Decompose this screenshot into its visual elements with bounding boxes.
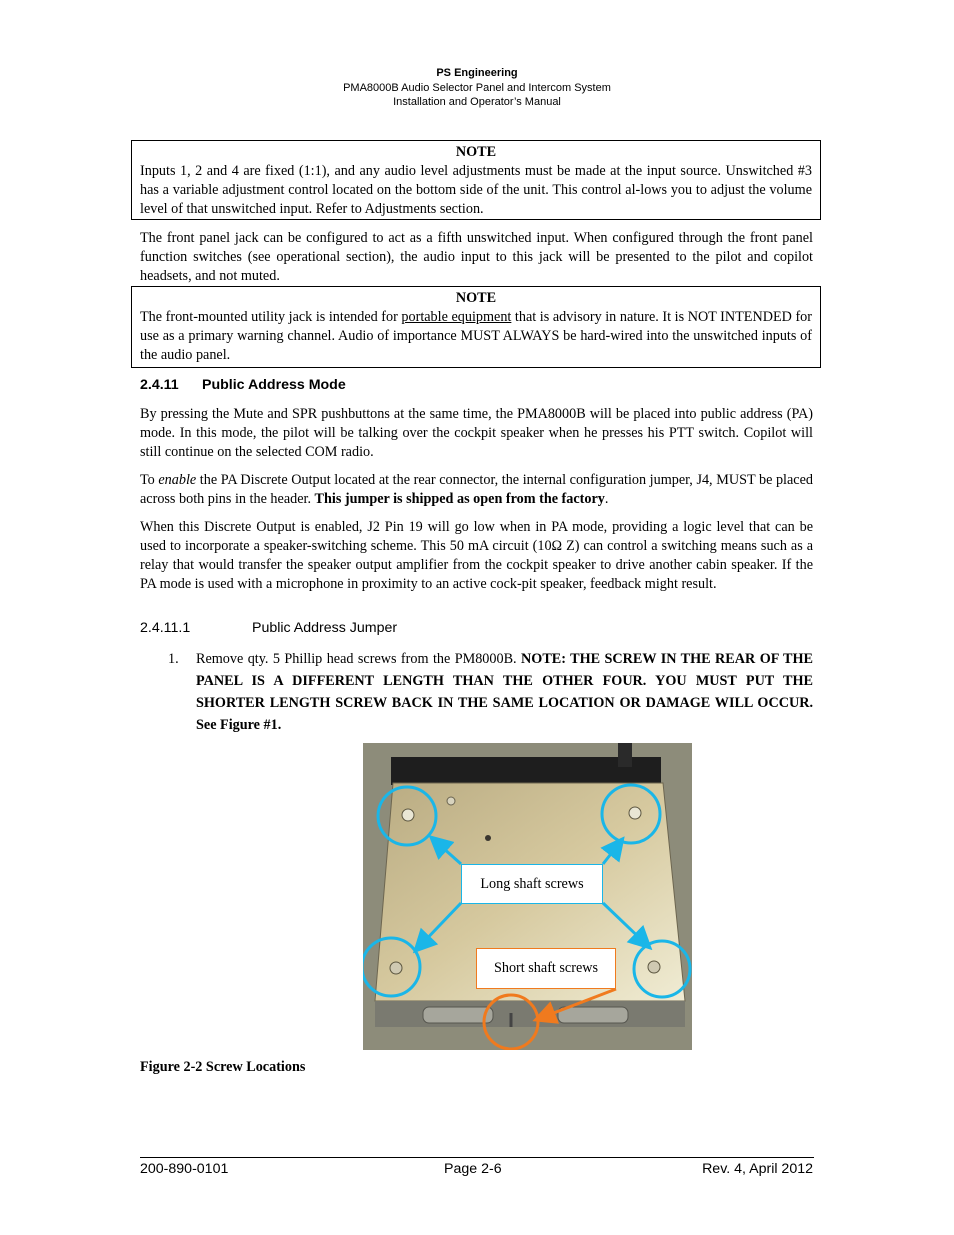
callout-short-shaft: Short shaft screws xyxy=(476,948,616,989)
paragraph-pa-mode: By pressing the Mute and SPR pushbuttons at the same time, the PMA8000B will be placed into public address (PA) mode. In this mode, the pilot will be talking over the cockpit speaker when he presses his PTT switch. Copilot will still continue on the selected COM radio. xyxy=(140,406,813,460)
paragraph-discrete-output: When this Discrete Output is enabled, J2 Pin 19 will go low when in PA mode, providing a logic level that can be used to incorporate a speaker-switching scheme. This 50 mA circuit (10Ω Z) can control a switching means such as a relay that would transfer the speaker output amplifier from the cockpit speaker to drive another cabin speaker. If the PA mode is used with a microphone in proximity to an active cock-pit speaker, feedback might result. xyxy=(140,519,813,592)
header-product: PMA8000B Audio Selector Panel and Intercom System xyxy=(343,82,611,94)
paragraph-pa-enable: To enable the PA Discrete Output located at the rear connector, the internal configuration jumper, J4, MUST be placed across both pins in the header. This jumper is shipped as open from the factory. xyxy=(140,472,813,507)
list-item: Remove qty. 5 Phillip head screws from the PM8000B. NOTE: THE SCREW IN THE REAR OF THE PANEL IS A DIFFERENT LENGTH THAN THE OTHER FOUR. YOU MUST PUT THE SHORTER LENGTH SCREW BACK IN THE SAME LOCATION OR DAMAGE WILL OCCUR. See Figure #1. xyxy=(196,651,813,733)
note-text: Inputs 1, 2 and 4 are fixed (1:1), and any audio level adjustments must be made at the input source. Unswitched #3 has a variable adjustment control located on the bottom side of the unit. This control al-lows you to adjust the volume level of that unswitched input. Refer to Adjustments section. xyxy=(140,163,812,217)
screw-locations-figure xyxy=(363,743,692,1050)
note-title: NOTE xyxy=(455,290,497,306)
list-number: 1. xyxy=(168,651,179,667)
footer-doc-number: 200-890-0101 xyxy=(140,1161,229,1177)
subsection-heading: 2.4.11.1 Public Address Jumper xyxy=(140,620,398,636)
footer-rule xyxy=(140,1157,814,1158)
note-box-utility-jack xyxy=(131,286,821,368)
figure-caption: Figure 2-2 Screw Locations xyxy=(140,1059,306,1075)
note-title: NOTE xyxy=(455,144,497,160)
header-company: PS Engineering xyxy=(436,67,518,79)
footer-page-number: Page 2-6 xyxy=(444,1161,502,1177)
header-manual: Installation and Operator’s Manual xyxy=(393,96,561,108)
note-box-adjustments xyxy=(131,140,821,220)
callout-long-shaft: Long shaft screws xyxy=(461,864,603,904)
section-heading: 2.4.11 Public Address Mode xyxy=(140,377,346,393)
underlined-term: portable equipment xyxy=(401,309,512,325)
footer-revision: Rev. 4, April 2012 xyxy=(702,1161,813,1177)
note-text: The front-mounted utility jack is intended for portable equipment that is advisory in nature. It is NOT INTENDED for use as a primary warning channel. Audio of importance MUST ALWAYS be hard-wired into the unswitched inputs of the audio panel. xyxy=(140,309,812,363)
paragraph-front-jack: The front panel jack can be configured to act as a fifth unswitched input. When configured through the front panel function switches (see operational section), the audio input to this jack will be presented to the pilot and copilot headsets, and not muted. xyxy=(140,230,813,284)
